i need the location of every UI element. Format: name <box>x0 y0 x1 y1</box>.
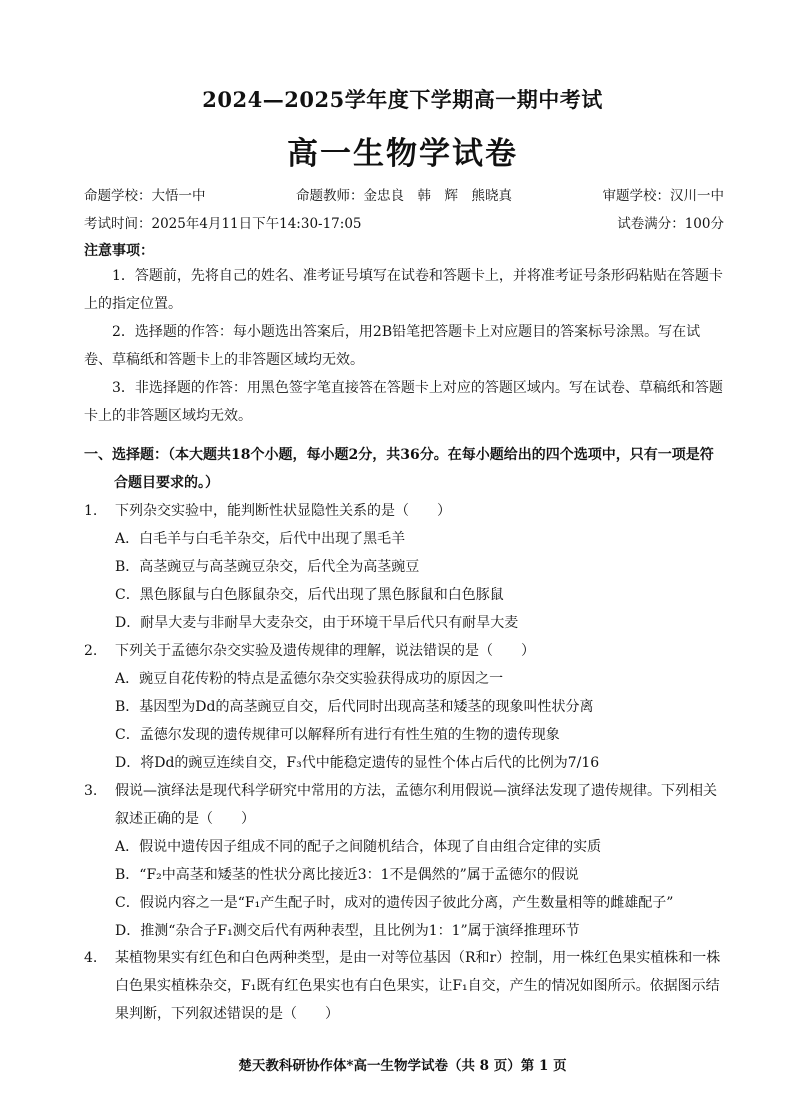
full-score: 试卷满分：100分 <box>617 216 724 232</box>
question-2 <box>84 637 724 777</box>
question-text: 假说—演绎法是现代科学研究中常用的方法，孟德尔利用假说—演绎法发现了遗传规律。下列相关叙述正确的是（ ） <box>115 783 717 827</box>
question-stem <box>84 777 724 833</box>
question-number: 1. <box>84 503 98 519</box>
option-d: D．耐旱大麦与非耐旱大麦杂交，由于环境干旱后代只有耐旱大麦 <box>115 615 519 631</box>
section-header <box>84 441 724 497</box>
question-4 <box>84 944 724 1028</box>
option-b: B．基因型为Dd的高茎豌豆自交，后代同时出现高茎和矮茎的现象叫性状分离 <box>115 699 594 715</box>
proposing-teachers: 命题教师：金忠良 韩 辉 熊晓真 <box>296 188 512 204</box>
section-instruction: （本大题共18个小题，每小题2分，共36分。在每小题给出的四个选项中，只有一项是符合题目要求的。） <box>114 447 714 491</box>
subject-title: 高一生物学试卷 <box>287 136 518 172</box>
question-3 <box>84 777 724 945</box>
question-stem <box>84 497 724 525</box>
question-text: 下列杂交实验中，能判断性状显隐性关系的是（ ） <box>115 503 451 519</box>
proposing-school: 命题学校：大悟一中 <box>84 188 206 204</box>
option-c: C．黑色豚鼠与白色豚鼠杂交，后代出现了黑色豚鼠和白色豚鼠 <box>115 587 504 603</box>
exam-meta-row-1 <box>84 184 724 204</box>
option-c: C．假说内容之一是“F₁产生配子时，成对的遗传因子彼此分离，产生数量相等的雌雄配子” <box>115 895 674 911</box>
option-b: B．“F₂中高茎和矮茎的性状分离比接近3：1不是偶然的”属于孟德尔的假说 <box>115 867 579 883</box>
page-footer: 楚天教科研协作体*高一生物学试卷（共 8 页）第 1 页 <box>238 1058 567 1074</box>
option-c: C．孟德尔发现的遗传规律可以解释所有进行有性生殖的生物的遗传现象 <box>115 727 560 743</box>
question-1 <box>84 497 724 637</box>
option-d: D．将Dd的豌豆连续自交，F₃代中能稳定遗传的显性个体占后代的比例为7/16 <box>115 755 600 771</box>
question-number: 2. <box>84 643 98 659</box>
notice-item: 1．答题前，先将自己的姓名、准考证号填写在试卷和答题卡上，并将准考证号条形码粘贴在答题卡上的指定位置。 <box>84 268 723 312</box>
option-a: A．豌豆自花传粉的特点是孟德尔杂交实验获得成功的原因之一 <box>115 671 504 687</box>
exam-meta-row-2 <box>84 212 724 232</box>
option-b: B．高茎豌豆与高茎豌豆杂交，后代全为高茎豌豆 <box>115 559 420 575</box>
exam-title: 2024—2025学年度下学期高一期中考试 <box>202 87 603 112</box>
question-text: 下列关于孟德尔杂交实验及遗传规律的理解，说法错误的是（ ） <box>115 643 535 659</box>
question-stem <box>84 944 724 1028</box>
notice-item: 3．非选择题的作答：用黑色签字笔直接答在答题卡上对应的答题区域内。写在试卷、草稿纸和答题卡上的非答题区域均无效。 <box>84 380 723 424</box>
question-number: 4. <box>84 950 98 966</box>
option-a: A．假说中遗传因子组成不同的配子之间随机结合，体现了自由组合定律的实质 <box>115 839 602 855</box>
question-number: 3. <box>84 783 98 799</box>
option-a: A．白毛羊与白毛羊杂交，后代中出现了黑毛羊 <box>115 531 406 547</box>
reviewing-school: 审题学校：汉川一中 <box>602 188 724 204</box>
option-d: D．推测“杂合子F₁测交后代有两种表型，且比例为1：1”属于演绎推理环节 <box>115 923 580 939</box>
notice-item: 2．选择题的作答：每小题选出答案后，用2B铅笔把答题卡上对应题目的答案标号涂黑。写在试卷、草稿纸和答题卡上的非答题区域均无效。 <box>84 324 701 368</box>
question-stem <box>84 637 724 665</box>
question-text: 某植物果实有红色和白色两种类型，是由一对等位基因（R和r）控制，用一株红色果实植株和一株白色果实植株杂交，F₁既有红色果实也有白色果实，让F₁自交，产生的情况如图所示。依据图示结果判断，下列叙述错误的是（ ） <box>115 950 721 1022</box>
notice-heading: 注意事项： <box>84 243 154 259</box>
section-label: 一、选择题： <box>84 447 168 463</box>
exam-time: 考试时间：2025年4月11日下午14:30-17:05 <box>84 216 362 232</box>
